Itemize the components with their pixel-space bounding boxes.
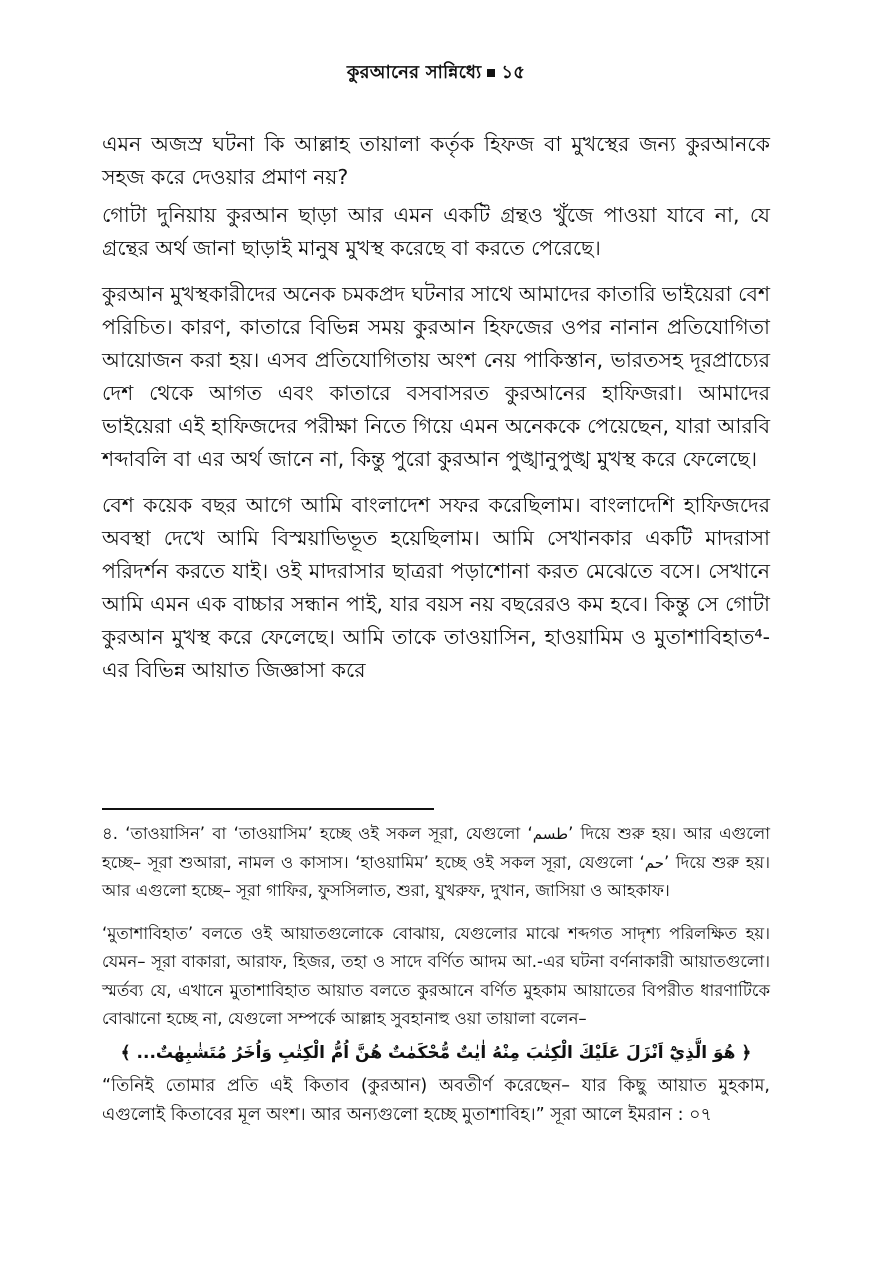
footnote-divider xyxy=(102,808,434,810)
paragraph-3: কুরআন মুখস্থকারীদের অনেক চমকপ্রদ ঘটনার সাথে আমাদের কাতারি ভাইয়েরা বেশ পরিচিত। কারণ, কাতারে বিভিন্ন সময় কুরআন হিফজের ওপর নানান প্রতিযোগিতা আয়োজন করা হয়। এসব প্রতিযোগিতায় অংশ নেয় পাকিস্তান, ভারতসহ দূরপ্রাচ্যের দেশ থেকে আগত এবং কাতারে বসবাসরত কুরআনের হাফিজরা। আমাদের ভাইয়েরা এই হাফিজদের পরীক্ষা নিতে গিয়ে এমন অনেককে পেয়েছেন, যারা আরবি শব্দাবলি বা এর অর্থ জানে না, কিন্তু পুরো কুরআন পুঙ্খানুপুঙ্খ মুখস্থ করে ফেলেছে। xyxy=(102,282,770,471)
running-header xyxy=(102,58,770,89)
header-bullet-icon xyxy=(487,69,495,77)
footnote-4 xyxy=(102,820,770,906)
paragraph-4: বেশ কয়েক বছর আগে আমি বাংলাদেশ সফর করেছিলাম। বাংলাদেশি হাফিজদের অবস্থা দেখে আমি বিস্ময়াভিভূত হয়েছিলাম। আমি সেখানকার একটি মাদরাসা পরিদর্শন করতে যাই। ওই মাদরাসার ছাত্ররা পড়াশোনা করত মেঝেতে বসে। সেখানে আমি এমন এক বাচ্চার সন্ধান পাই, যার বয়স নয় বছরেরও কম হবে। কিন্তু সে গোটা কুরআন মুখস্থ করে ফেলেছে। আমি তাকে তাওয়াসিন, হাওয়ামিম ও মুতাশাবিহাত⁴-এর বিভিন্ন আয়াত জিজ্ঞাসা করে xyxy=(102,493,770,682)
arabic-verse: ﴿ هُوَ الَّذِيْٓ اَنْزَلَ عَلَيْكَ الْكِتٰبَ مِنْهُ اٰيٰتٌ مُّحْكَمٰتٌ هُنَّ اُمُّ الْكِتٰبِ وَاُخَرُ مُتَشٰبِهٰتٌ... ﴾ xyxy=(120,1042,752,1063)
arabic-letters-hamim: حم xyxy=(644,853,665,872)
book-page xyxy=(102,0,770,1271)
footnote-4-text-1: ৪. ‘তাওয়াসিন’ বা ‘তাওয়াসিম’ হচ্ছে ওই সকল সূরা, যেগুলো ‘ xyxy=(102,824,533,843)
footnote-4-paragraph-2: ‘মুতাশাবিহাত’ বলতে ওই আয়াতগুলোকে বোঝায়, যেগুলোর মাঝে শব্দগত সাদৃশ্য পরিলক্ষিত হয়। যেমন– সূরা বাকারা, আরাফ, হিজর, তহা ও সাদে বর্ণিত আদম আ.-এর ঘটনা বর্ণনাকারী আয়াতগুলো। স্মর্তব্য যে, এখানে মুতাশাবিহাত আয়াত বলতে কুরআনে বর্ণিত মুহকাম আয়াতের বিপরীত ধারণাটিকে বোঝানো হচ্ছে না, যেগুলো সম্পর্কে আল্লাহ সুবহানাহু ওয়া তায়ালা বলেন– xyxy=(102,923,770,1028)
paragraph-1: এমন অজস্র ঘটনা কি আল্লাহ তায়ালা কর্তৃক হিফজ বা মুখস্থের জন্য কুরআনকে সহজ করে দেওয়ার প্রমাণ নয়? xyxy=(102,132,770,189)
book-title: কুরআনের সান্নিধ্যে xyxy=(346,62,482,83)
arabic-letters-tasim: طسم xyxy=(532,825,569,843)
footnote-4-text-3: ’ দিয়ে শুরু হয়। আর এগুলো হচ্ছে– সূরা গাফির, ফুসসিলাত, শুরা, যুখরুফ, দুখান, জাসিয়া ও আহকাফ। xyxy=(102,852,770,900)
paragraph-2: গোটা দুনিয়ায় কুরআন ছাড়া আর এমন একটি গ্রন্থও খুঁজে পাওয়া যাবে না, যে গ্রন্থের অর্থ জানা ছাড়াই মানুষ মুখস্থ করেছে বা করতে পেরেছে। xyxy=(102,203,770,260)
footnote-4-text-2: ’ দিয়ে শুরু হয়। আর এগুলো হচ্ছে– সূরা শুআরা, নামল ও কাসাস। ‘হাওয়ামিম’ হচ্ছে ওই সকল সূরা, যেগুলো ‘ xyxy=(102,824,770,872)
verse-translation: “তিনিই তোমার প্রতি এই কিতাব (কুরআন) অবতীর্ণ করেছেন– যার কিছু আয়াত মুহকাম, এগুলোই কিতাবের মূল অংশ। আর অন্যগুলো হচ্ছে মুতাশাবিহ।” সূরা আলে ইমরান : ০৭ xyxy=(102,1075,770,1125)
page-number: ১৫ xyxy=(501,62,526,83)
footnotes xyxy=(102,820,770,1144)
main-text xyxy=(102,128,770,700)
